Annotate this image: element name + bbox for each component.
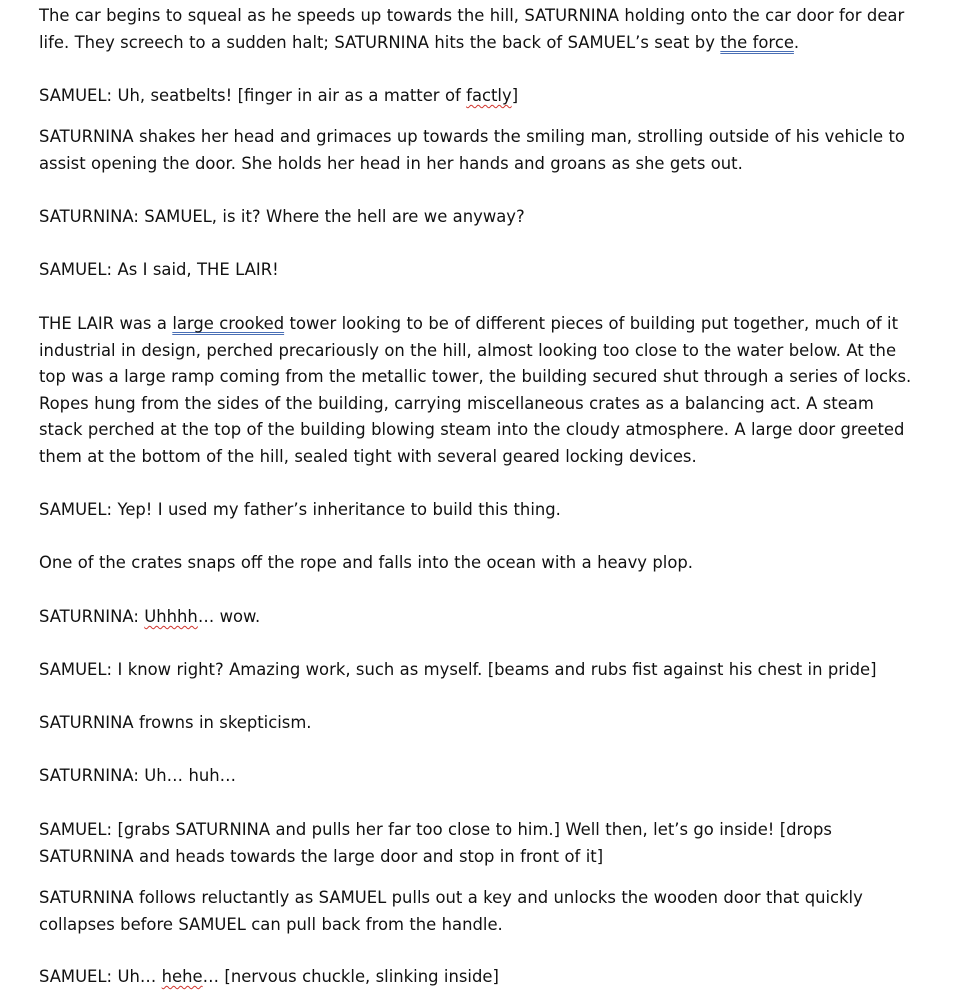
dialogue-samuel-amazing: SAMUEL: I know right? Amazing work, such as myself. [beams and rubs fist against his chest in pride] xyxy=(39,660,877,679)
dialogue-samuel-seatbelts xyxy=(39,83,919,110)
paragraph-text: . xyxy=(793,32,800,52)
dialogue-saturnina-uh-huh: SATURNINA: Uh… huh… xyxy=(39,766,236,785)
spelling-flagged-text[interactable]: factly xyxy=(466,86,512,105)
paragraph-crate-falls: One of the crates snaps off the rope and falls into the ocean with a heavy plop. xyxy=(39,553,693,572)
paragraph-text: ] xyxy=(511,86,519,105)
paragraph-saturnina-frowns: SATURNINA frowns in skepticism. xyxy=(39,713,312,732)
dialogue-samuel-lair: SAMUEL: As I said, THE LAIR! xyxy=(39,260,279,279)
dialogue-saturnina-where: SATURNINA: SAMUEL, is it? Where the hell are we anyway? xyxy=(39,207,525,226)
paragraph-text: SAMUEL: Uh, seatbelts! [finger in air as a matter of xyxy=(39,86,467,105)
spelling-flagged-text[interactable]: Uhhhh xyxy=(144,607,198,626)
paragraph-text: The car begins to squeal as he speeds up towards the hill, SATURNINA holding onto the car door for dear life. They screech to a sudden halt; SATURNINA hits the back of SAMUEL’s seat by xyxy=(39,6,905,52)
dialogue-samuel-inheritance: SAMUEL: Yep! I used my father’s inheritance to build this thing. xyxy=(39,500,561,519)
grammar-flagged-text[interactable]: large crooked xyxy=(172,314,285,333)
dialogue-samuel-hehe xyxy=(39,964,919,991)
paragraph-text: SAMUEL: Uh… xyxy=(39,967,162,986)
paragraph-lair-description xyxy=(39,311,919,471)
paragraph-door-collapses: SATURNINA follows reluctantly as SAMUEL pulls out a key and unlocks the wooden door that quickly collapses before SAMUEL can pull back from the handle. xyxy=(39,888,863,934)
dialogue-samuel-grabs: SAMUEL: [grabs SATURNINA and pulls her far too close to him.] Well then, let’s go inside! [drops SATURNINA and heads towards the large door and stop in front of it] xyxy=(39,820,832,866)
paragraph-text: SATURNINA: xyxy=(39,607,145,626)
grammar-flagged-text[interactable]: the force xyxy=(720,32,794,52)
spelling-flagged-text[interactable]: hehe xyxy=(161,967,203,986)
paragraph-text: … wow. xyxy=(197,607,261,626)
paragraph-saturnina-grimaces: SATURNINA shakes her head and grimaces up towards the smiling man, strolling outside of his vehicle to assist opening the door. She holds her head in her hands and groans as she gets out. xyxy=(39,127,905,173)
paragraph-text: tower looking to be of different pieces of building put together, much of it industrial in design, perched precariously on the hill, almost looking too close to the water below. At the top was a large ramp coming from the metallic tower, the building secured shut through a series of locks. Ropes hung from the sides of the building, carrying miscellaneous crates as a balancing act. A steam stack perched at the top of the building blowing steam into the cloudy atmosphere. A large door greeted them at the bottom of the hill, sealed tight with several geared locking devices. xyxy=(39,314,912,466)
paragraph-car-squeal xyxy=(39,3,919,56)
paragraph-text: … [nervous chuckle, slinking inside] xyxy=(202,967,499,986)
dialogue-saturnina-wow xyxy=(39,604,919,631)
paragraph-text: THE LAIR was a xyxy=(39,314,173,333)
